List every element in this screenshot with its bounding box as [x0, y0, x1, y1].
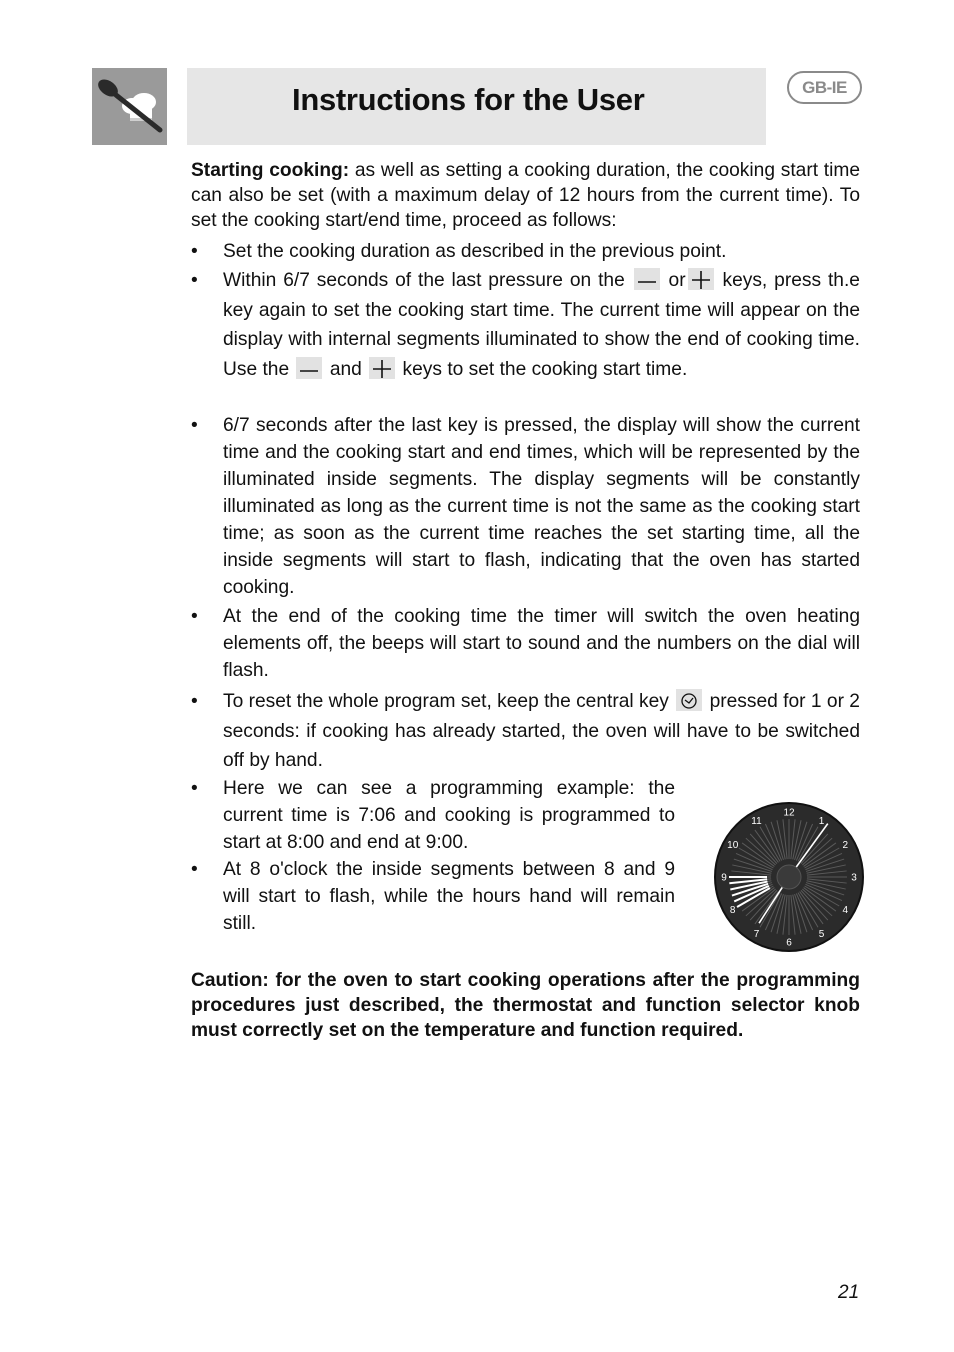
bullet-item — [191, 856, 675, 937]
header-bar — [187, 68, 766, 145]
bullet-item — [191, 687, 860, 776]
bullet-text-part: To reset the whole program set, keep the central key — [223, 691, 669, 712]
plus-icon — [369, 357, 395, 379]
page-number: 21 — [838, 1282, 860, 1303]
caution-paragraph: Caution: for the oven to start cooking operations after the programming procedures just described, the thermostat and function selector knob must correctly set on the temperature and function required. — [191, 970, 860, 1041]
bullet-item — [191, 266, 860, 384]
bullet-item — [191, 603, 860, 684]
bullet-text — [223, 687, 860, 776]
intro-bold-lead: Starting cooking: — [191, 160, 350, 181]
clock-icon — [676, 689, 702, 711]
minus-icon — [634, 268, 660, 290]
dial-number: 8 — [729, 905, 736, 916]
minus-key — [296, 357, 322, 379]
dial-number: 3 — [851, 872, 857, 884]
dial-number: 7 — [753, 928, 760, 940]
bullet-item — [191, 412, 860, 601]
dial-number: 5 — [818, 928, 825, 940]
bullet-text-part: and — [329, 358, 362, 380]
bullet-text-part: keys, press th.e key again to set the cooking start time. The current time will appear on the display with internal segments illuminated to show the end of cooking time. Use the — [223, 270, 860, 380]
bullet-item — [191, 238, 860, 265]
dial-number: 9 — [721, 872, 727, 884]
bullet-dot: • — [191, 778, 198, 799]
bullet-text-part: or — [668, 270, 686, 291]
bullet-item — [191, 775, 675, 856]
bullet-dot: • — [191, 415, 198, 436]
timer-dial — [713, 801, 865, 953]
dial-number: 4 — [842, 905, 849, 916]
bullet-dot: • — [191, 859, 198, 880]
dial-center — [777, 865, 801, 889]
spoon-and-chef-hat-icon — [92, 68, 167, 145]
bullet-text: At the end of the cooking time the timer will switch the oven heating elements off, the beeps will start to sound and the numbers on the dial will flash. — [223, 606, 860, 681]
bullet-dot: • — [191, 241, 198, 262]
bullet-text — [223, 266, 860, 384]
dial-number: 10 — [727, 840, 739, 851]
bullet-dot: • — [191, 606, 198, 627]
logo — [92, 68, 167, 145]
intro-text: as well as setting a cooking duration, the cooking start time can also be set (with a maximum delay of 12 hours from the current time). To set the cooking start/end time, proceed as follows: — [191, 160, 861, 231]
language-badge: GB-IE — [787, 71, 862, 104]
minus-key — [634, 268, 660, 290]
bullet-text-part: pressed for 1 or 2 seconds: if cooking has already started, the oven will have to be switched off by hand. — [223, 691, 860, 771]
bullet-text-part: Within 6/7 seconds of the last pressure on the — [223, 270, 625, 291]
dial-number: 2 — [842, 840, 849, 851]
bullet-dot: • — [191, 270, 198, 291]
dial-number: 1 — [818, 816, 825, 828]
bullet-text-part: keys to set the cooking start time. — [402, 358, 688, 380]
bullet-dot: • — [191, 691, 198, 712]
bullet-text: Set the cooking duration as described in the previous point. — [223, 241, 727, 262]
dial-number: 11 — [751, 816, 762, 828]
bullet-text: Here we can see a programming example: the current time is 7:06 and cooking is programmed to start at 8:00 and end at 9:00. — [223, 778, 675, 853]
bullet-text: At 8 o'clock the inside segments between 8 and 9 will start to flash, while the hours hand will remain still. — [223, 859, 675, 934]
dial-number: 6 — [786, 937, 792, 949]
intro-paragraph — [191, 158, 860, 233]
page-title: Instructions for the User — [292, 82, 645, 117]
bullet-text: 6/7 seconds after the last key is pressed, the display will show the current time and the cooking start and end times, which will be represented by the illuminated inside segments. The display segments will be constantly illuminated as long as the current time is not the same as the cooking start time; as soon as the current time reaches the set starting time, all the inside segments will start to flash, indicating that the oven has started cooking. — [223, 415, 860, 598]
minus-icon — [296, 357, 322, 379]
plus-key — [369, 357, 395, 379]
clock-key — [676, 689, 702, 711]
plus-icon — [688, 268, 714, 290]
plus-key — [688, 268, 714, 290]
dial-number: 12 — [783, 807, 795, 819]
